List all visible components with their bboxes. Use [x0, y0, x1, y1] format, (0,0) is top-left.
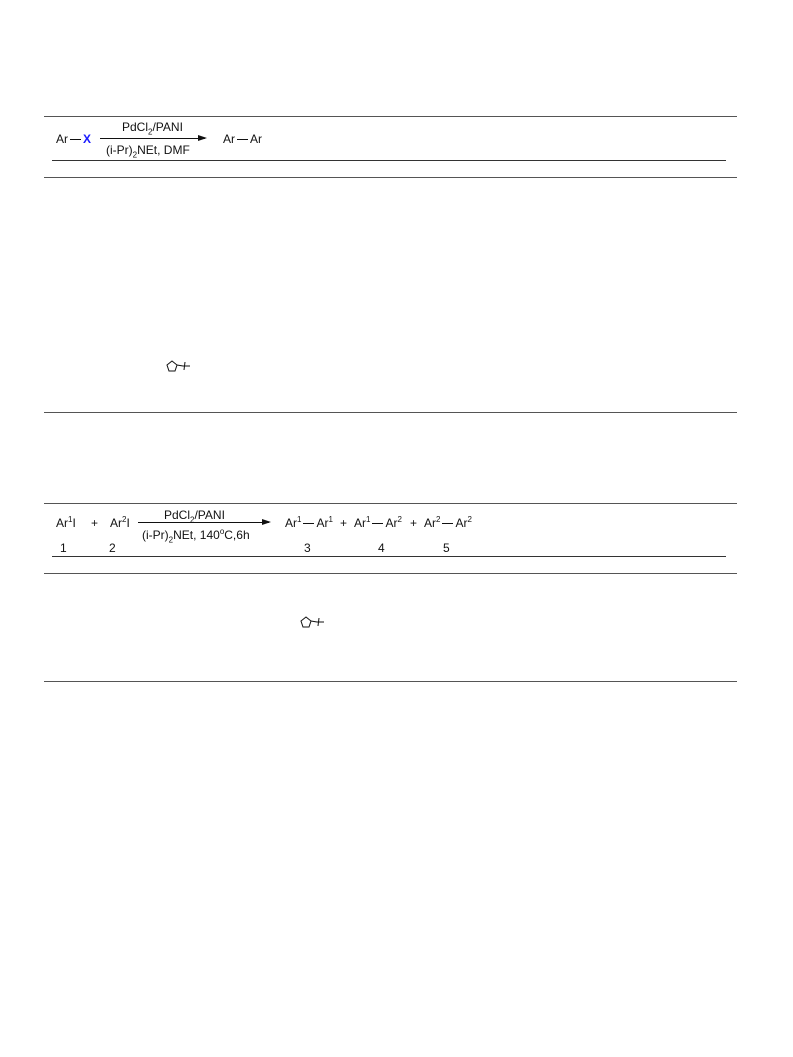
reagent-sub: 2 — [148, 127, 153, 137]
iodide-text: I — [72, 516, 76, 530]
reagent-text: /PANI — [194, 508, 225, 522]
scheme2-reagent-bottom — [142, 527, 250, 545]
plus-sign: + — [340, 516, 348, 530]
compound-label: 1 — [60, 541, 67, 555]
reactant-2 — [110, 516, 130, 530]
scheme1-reactant — [56, 132, 91, 146]
reagent-text: NEt, 140 — [173, 528, 220, 542]
compound-label: 3 — [304, 541, 311, 555]
reagent-sub: 2 — [132, 150, 138, 160]
ar-text: Ar — [110, 516, 122, 530]
compound-label: 4 — [378, 541, 385, 555]
plus-sign: + — [91, 516, 99, 530]
scheme1-product — [223, 132, 262, 146]
rule-6 — [52, 556, 726, 557]
ar-sup: 2 — [436, 515, 441, 524]
bond — [303, 523, 314, 524]
rule-1 — [44, 116, 737, 117]
rule-8 — [44, 681, 737, 682]
product-ar: Ar — [223, 132, 235, 146]
reagent-text: (i-Pr) — [106, 143, 133, 157]
product-ar: Ar — [250, 132, 262, 146]
reactant-ar: Ar — [56, 132, 68, 146]
ar-text: Ar — [385, 516, 398, 530]
reagent-sub: 2 — [168, 535, 174, 545]
scheme1-reagent-top — [122, 120, 183, 137]
ar-sup: 1 — [366, 515, 371, 524]
cyclopentyl-tbutyl-icon — [163, 357, 193, 375]
bond — [442, 523, 453, 524]
ar-text: Ar — [455, 516, 468, 530]
ar-sup: 2 — [397, 515, 402, 524]
reactant-1 — [56, 516, 76, 530]
bond — [372, 523, 383, 524]
plus-sign: + — [410, 516, 418, 530]
ar-text: Ar — [285, 516, 297, 530]
reagent-text: /PANI — [152, 120, 183, 134]
reagent-sub: 2 — [190, 515, 195, 525]
reagent-text: (i-Pr) — [142, 528, 169, 542]
reaction-arrow — [100, 138, 205, 139]
rule-2 — [52, 160, 726, 161]
ar-sup: 1 — [297, 515, 302, 524]
reaction-arrow — [138, 522, 269, 523]
product-4 — [354, 516, 402, 530]
reactant-x: X — [83, 132, 92, 146]
rule-3 — [44, 177, 737, 178]
scheme2-reagent-top — [164, 508, 225, 525]
compound-label: 2 — [109, 541, 116, 555]
rule-7 — [44, 573, 737, 574]
rule-4 — [44, 412, 737, 413]
product-5 — [424, 516, 472, 530]
cyclopentyl-tbutyl-icon — [297, 613, 327, 631]
compound-label: 5 — [443, 541, 450, 555]
ar-sup: 2 — [467, 515, 472, 524]
ar-sup: 2 — [122, 515, 127, 524]
ar-text: Ar — [56, 516, 68, 530]
reagent-text: PdCl — [122, 120, 149, 134]
bond — [237, 139, 248, 140]
reagent-text: C,6h — [224, 528, 250, 542]
bond — [70, 139, 81, 140]
reagent-text: PdCl — [164, 508, 191, 522]
ar-sup: 1 — [328, 515, 333, 524]
reagent-text: NEt, DMF — [137, 143, 190, 157]
product-3 — [285, 516, 333, 530]
ar-text: Ar — [316, 516, 329, 530]
iodide-text: I — [126, 516, 130, 530]
degree-sup: o — [219, 527, 225, 536]
ar-text: Ar — [424, 516, 436, 530]
scheme1-reagent-bottom — [106, 143, 190, 160]
ar-text: Ar — [354, 516, 366, 530]
ar-sup: 1 — [68, 515, 73, 524]
rule-5 — [44, 503, 737, 504]
